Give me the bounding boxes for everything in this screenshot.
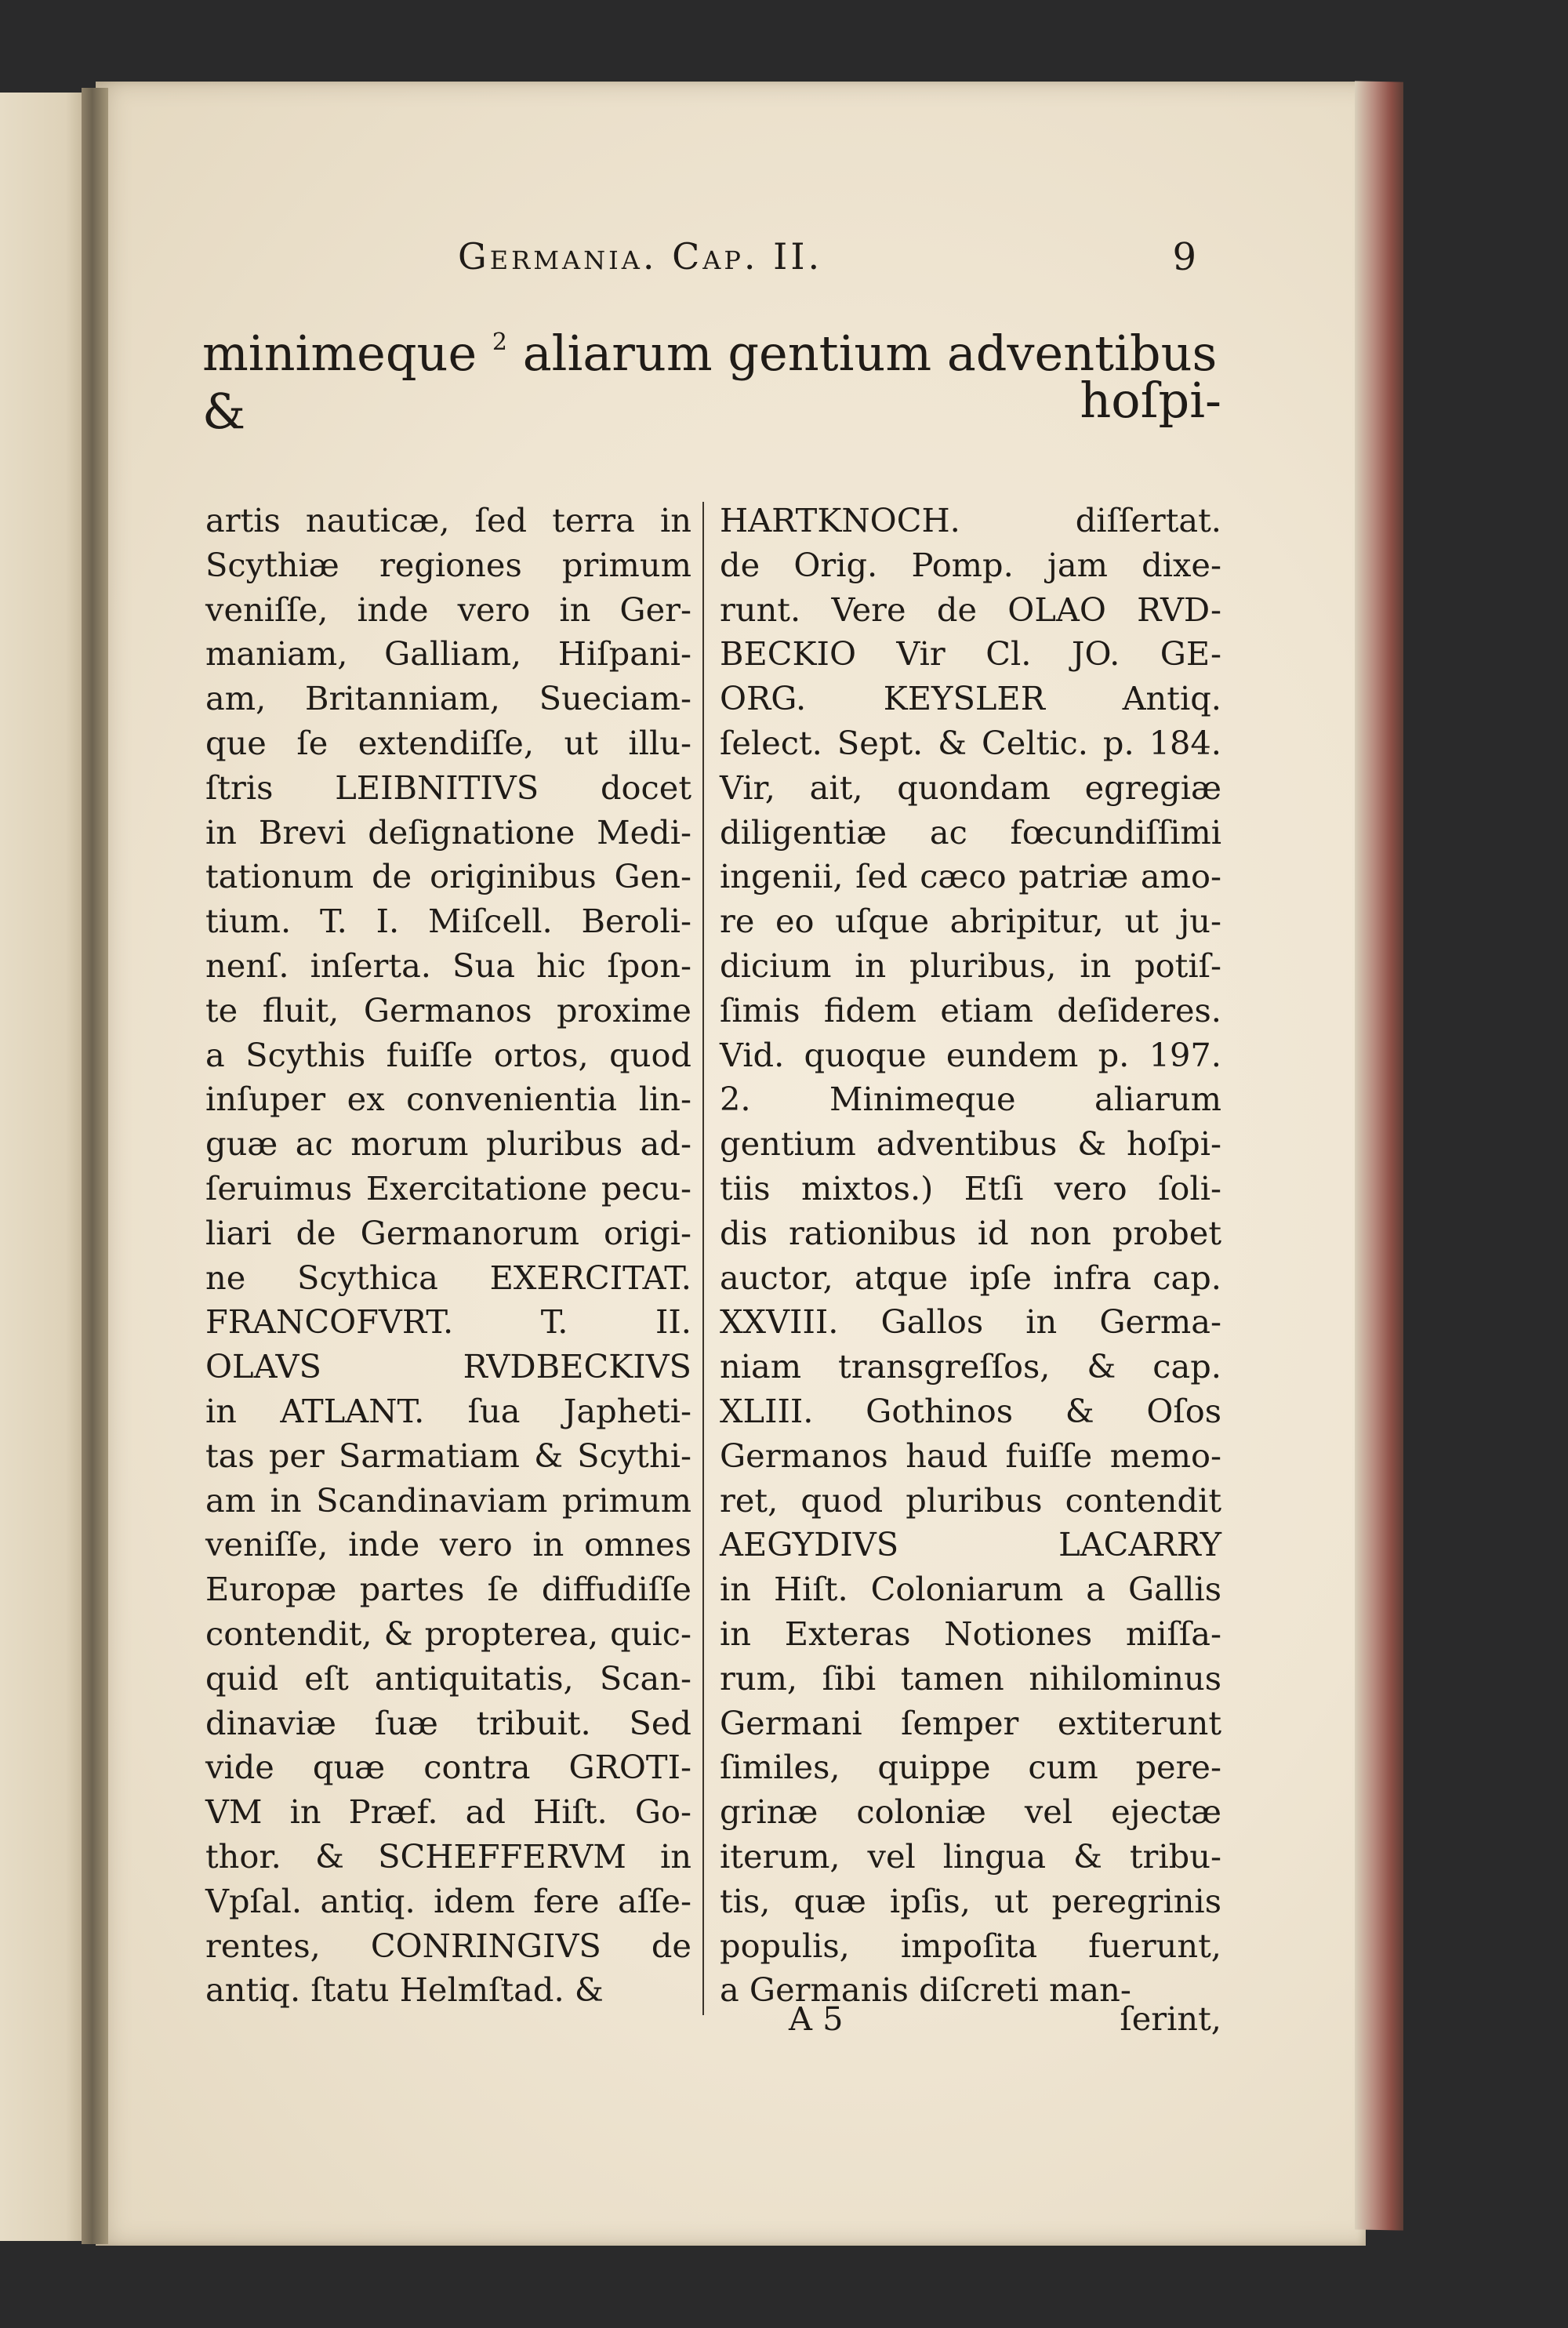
main-text (202, 314, 1221, 441)
text-line: vide quæ contra GROTI- (205, 1748, 691, 1787)
text-line: a Scythis fuiſſe ortos, quod (205, 1035, 691, 1074)
text-line: dis rationibus id non probet (720, 1213, 1221, 1252)
text-line: AEGYDIVS LACARRY (720, 1525, 1221, 1564)
text-line: ORG. KEYSLER Antiq. (720, 679, 1221, 718)
text-line: Germani ſemper extiterunt (720, 1703, 1221, 1742)
text-line: antiq. ſtatu Helmſtad. & (205, 1970, 604, 2010)
text-line: populis, impoſita fuerunt, (720, 1926, 1221, 1965)
text-line: 2. Minimeque aliarum (720, 1080, 1221, 1119)
text-line: in Exteras Notiones miſſa- (720, 1614, 1221, 1653)
text-line: ingenii, ſed cæco patriæ amo- (720, 857, 1221, 896)
column-divider (702, 502, 704, 2015)
left-page-edge (0, 93, 94, 2241)
text-line: Europæ partes ſe diffudiſſe (205, 1570, 691, 1609)
text-line: Vpſal. antiq. idem fere aſſe- (205, 1881, 691, 1920)
text-line: veniſſe, inde vero in omnes (205, 1525, 691, 1564)
catchword: ſerint, (1120, 1999, 1221, 2038)
page-footer (720, 1999, 1221, 2047)
text-line: iterum, vel lingua & tribu- (720, 1836, 1221, 1876)
text-line: XLIII. Gothinos & Oſos (720, 1391, 1221, 1430)
text-line: diligentiæ ac fœcundiſſimi (720, 812, 1221, 852)
text-line: thor. & SCHEFFERVM in (205, 1836, 691, 1876)
text-line: in Hiſt. Coloniarum a Gallis (720, 1570, 1221, 1609)
text-line: guæ ac morum pluribus ad- (205, 1124, 691, 1164)
text-line: ſimiles, quippe cum pere- (720, 1748, 1221, 1787)
text-line: Germanos haud fuiſſe memo- (720, 1436, 1221, 1475)
text-line: inſuper ex convenientia lin- (205, 1080, 691, 1119)
text-line: veniſſe, inde vero in Ger- (205, 590, 691, 629)
text-line: runt. Vere de OLAO RVD- (720, 590, 1221, 629)
text-line: liari de Germanorum origi- (205, 1213, 691, 1252)
text-line: rentes, CONRINGIVS de (205, 1926, 691, 1965)
text-line: ſeruimus Exercitatione pecu- (205, 1168, 691, 1208)
text-line: nenſ. inſerta. Sua hic ſpon- (205, 946, 691, 985)
text-line: XXVIII. Gallos in Germa- (720, 1302, 1221, 1342)
text-line: tis, quæ ipſis, ut peregrinis (720, 1881, 1221, 1920)
text-line: contendit, & propterea, quic- (205, 1614, 691, 1653)
page-edge-red (1355, 81, 1403, 2230)
text-line: a Germanis diſcreti man- (720, 1970, 1131, 2010)
text-line: in Brevi deſignatione Medi- (205, 812, 691, 852)
text-line: re eo uſque abripitur, ut ju- (720, 902, 1221, 941)
text-line: artis nauticæ, ſed terra in (205, 501, 691, 539)
text-line: Scythiæ regiones primum (205, 545, 691, 584)
running-head-title: Germania. Cap. II. (458, 235, 823, 278)
text-line: tiis mixtos.) Etſi vero ſoli- (720, 1168, 1221, 1208)
text-line: auctor, atque ipſe infra cap. (720, 1258, 1221, 1297)
text-line: ſelect. Sept. & Celtic. p. 184. (720, 723, 1221, 762)
text-line: am in Scandinaviam primum (205, 1480, 691, 1520)
page-number: 9 (1172, 235, 1200, 279)
text-line: maniam, Galliam, Hiſpani- (205, 634, 691, 674)
text-line: OLAVS RVDBECKIVS (205, 1347, 691, 1386)
text-line: quid eſt antiquitatis, Scan- (205, 1658, 691, 1698)
text-line: ſtris LEIBNITIVS docet (205, 768, 691, 807)
text-line: tium. T. I. Miſcell. Beroli- (205, 902, 691, 941)
running-head (368, 235, 1231, 290)
text-line: BECKIO Vir Cl. JO. GE- (720, 634, 1221, 674)
text-line: Vid. quoque eundem p. 197. (720, 1035, 1221, 1074)
text-line: FRANCOFVRT. T. II. (205, 1302, 691, 1342)
text-line: grinæ coloniæ vel ejectæ (720, 1792, 1221, 1832)
text-line: tationum de originibus Gen- (205, 857, 691, 896)
text-line: in ATLANT. ſua Japheti- (205, 1391, 691, 1430)
text-line: Vir, ait, quondam egregiæ (720, 768, 1221, 807)
book-gutter (82, 88, 108, 2244)
footnote-column-right (720, 499, 1221, 2013)
signature-mark: A 5 (789, 1999, 844, 2038)
text-line: rum, ſibi tamen nihilominus (720, 1658, 1221, 1698)
text-line: VM in Præf. ad Hiſt. Go- (205, 1792, 691, 1832)
text-line: ret, quod pluribus contendit (720, 1480, 1221, 1520)
text-line: gentium adventibus & hoſpi- (720, 1124, 1221, 1164)
text-line: ne Scythica EXERCITAT. (205, 1258, 691, 1297)
text-line: te fluit, Germanos proxime (205, 990, 691, 1030)
text-line: tas per Sarmatiam & Scythi- (205, 1436, 691, 1475)
text-line: dicium in pluribus, in potiſ- (720, 946, 1221, 985)
text-line: de Orig. Pomp. jam dixe- (720, 545, 1221, 584)
text-line: ſimis fidem etiam deſideres. (720, 990, 1221, 1030)
footnote-column-left (205, 499, 691, 2013)
text-line: am, Britanniam, Sueciam- (205, 679, 691, 718)
main-text-line-2: hoſpi- (1080, 372, 1221, 429)
text-line: HARTKNOCH. diſſertat. (720, 501, 1221, 539)
text-line: dinaviæ ſuæ tribuit. Sed (205, 1703, 691, 1742)
text-line: niam transgreſſos, & cap. (720, 1347, 1221, 1386)
main-text-line-1: minimeque $^2$ aliarum gentium adventibus & (202, 325, 1218, 440)
text-line: que ſe extendiſſe, ut illu- (205, 723, 691, 762)
